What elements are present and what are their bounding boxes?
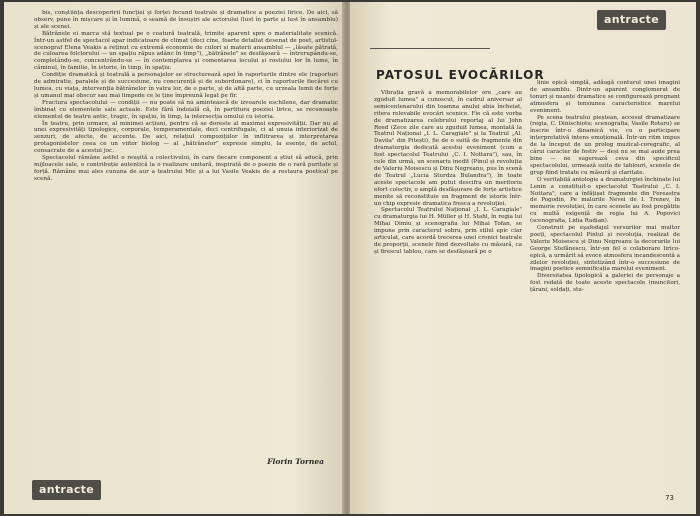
column-paragraph: Pe scena teatrului pieștean, accesul dramatizare (regia, C. Dinischiotu; scenografia, Vasile Rotaru) se înscrie într-o dinamică vie, cu o participare interpretativă intens emoțională. Într-un ritm impus de la început de un prolog muzical-coregrafic, al cărui caracter de festiv — deși nu se mai aude prea bine — ne sugerează ceva din specificul spectacolului, urmează suita de tablouri, scenele de grup fiind tratate cu măsură și claritate. — [530, 114, 680, 176]
left-paragraph: În teatru, prin urmare, al minimei acțiuni, pentru că se doreste al maximei expresivității. Dar nu al unei expresivități tipologice, corporale, temperamentale, deci centrifugale, ci al unuia interiorizat de senzuri, de afecte, de accente. De aici, relațiul compozițiilor în inflitrarea și interpretarea protagonistelor ceea ce un viitor biolog — al „bătrânelor" expresie simplu, la esențe, de actul, consacrate de a acestui joc. — [34, 120, 338, 155]
article-column-1 — [374, 90, 522, 256]
left-paragraph: Condiție dramatică și teatrală a personajelor se structurează apoi în raporturile dintre ele (raporturi de admiratie, paralele și de succesiune, nu concurență și de subordonare), ci în raporturile fiecărei cu lumea, cu viața, intervenția bătrânelor în vatra lor, de o parte, și de altă parte, cu urzeala lumii de forțe și umanul mai obscur sau mai limpede ce le ține împreună legat pe fir. — [34, 72, 338, 99]
left-paragraph: bis, conștiința descoperirii funcției și forței fecund teatrale și dramatice a poeziei lirice. De aici, să observ, pune în mișcare și în lumină, o seamă de însușiri ale actorului (lust în parte și lust în ansamblu) și ale scenei. — [34, 10, 338, 30]
article-column-2 — [530, 80, 680, 294]
author-signature: Florin Tornea — [267, 457, 324, 466]
left-paragraph: Bătrânele ei marca stă textual pe o coatură teatrală, trimite aparent spre o materialitate scenică. Într-un astfel de spectacol apar indicatoare de climat (deci cine, foarte detaliat desenat de poet, artistul-scenograf Elena Veakis a reținut cu extremă economie de culori și materii ansamblul — „lăsate pătrată, de culoarea folclorului — un spațiu răpus adânc în timp"), „bătrânele" se desfășoară — întrerupându-se, completându-se, concentrându-se — în contemplarea și comentarea locului și rostului lor în lume, în căminul, în familie, în istorie, în timp, în spațiu. — [34, 30, 338, 72]
page-number: 73 — [665, 494, 674, 502]
left-page — [4, 2, 344, 514]
left-paragraph: Fractura spectacolului — condiții — nu poate să nu amintească de izvoarele eschilene, dar dramatic îmbinat cu elementele sale actuale. Este fără îndoială că, în partitura poeziei lirice, se recunoaște elementul de teatru antic, tragic, în spațiu, în timp, la intersecția omului cu istoria. — [34, 99, 338, 120]
magazine-spread — [4, 2, 696, 514]
column-paragraph: Spectacolul Teatrului Național „I. L. Caragiale" cu dramaturgia lui H. Müller și H. Stahl, în regia lui Mihai Dimiu și scenografia lui Mihai Tofan, se impune prin caracterul sobru, prin stilul epic clar articulat, care acordă trecerea unei cronici teatrale de proporții, scenele fiind dezvoltate cu măsură, ca și firescul tablou, care se desfășoară pe o — [374, 207, 522, 255]
section-tab-left: antracte — [32, 480, 101, 500]
left-paragraph: Spectacolul rămâne astfel o reușită a colectivului, în care fiecare component a știut să aducă, prin mijloacele sale, o contribuție autentică la o realizare unitară, inspirată de o poezie de o rară puritate și forță. Rămâne mai ales cununa de aur a teatrului Mic și a lui Vasile Veakis de a restaura poetical pe scenă. — [34, 155, 338, 182]
article-headline: PATOSUL EVOCĂRILOR — [376, 68, 545, 82]
column-paragraph: Diversitatea tipologică a galeriei de personaje a fost redată de toate aceste spectacole (muncitori, țărani, soldați, stu- — [530, 273, 680, 294]
headline-rule — [370, 48, 490, 49]
column-paragraph: O veritabilă antologie a dramaturgiei închinate lui Lenin a constituit-o spectacolul Teatrului „C. I. Nottara", care a înfățișat fragmente din Fereastra de Pogodin, Pe malurile Nevei de I. Trenev, în memorie revoluției, în care scenele au fost pregătite cu multă exigență de regia lui A. Popovici (scenografia, Lidia Radian). — [530, 176, 680, 225]
column-paragraph: Construit pe eşafodajul versurilor mai multor poeți, spectacolul Pintul și revoluția, realizat de Valeriu Moisescu și Dinu Negreanu la decorurile lui George Stefănescu, într-un fel o colaborare lirico-epică, a urmărit să evoce atmosfera incandescentă a zilelor revoluției, sintetizând într-o succesiune de imagini poetice semnificația marelui eveniment. — [530, 225, 680, 273]
column-paragraph: linie epică simplă, adăugă conturul unei imagini de ansamblu. Dintr-un aparent conglomerat de tonuri și nuanțe dramatice se configurează pregnant atmosfera și tensiunea caracteristice marelui eveniment. — [530, 80, 680, 114]
section-tab-right: antracte — [597, 10, 666, 30]
left-article-body — [34, 10, 338, 183]
column-paragraph: Vibrația gravă a memorabilelor ore „care au zguduit lumea" a cunoscut, în cadrul aniversar al semicentenarului din toamna anului abia încheiat, ritera relevabile evocări scenice. Fie că este vorba de dramatizarea celebrului reportaj al lui John Reed (Zece zile care au zguduit lumea, montată la Teatrul Național „I. L. Caragiale" și la Teatrul „Al. Davila" din Pitești), fie de o suită de fragmente din dramaturgia dedicată acestui eveniment (cum a fost spectacolul Teatrului „C. I. Nottara"), sau, în cele din urmă, un scenariu inedit (Pinul și revoluția de Valeriu Moisescu și Dinu Negreanu, pus în scenă de Teatrul „Lucia Sturdza Bulandra"), în toate aceste spectacole am putut descifra un meritoriu efort colectiv, o amplă desfășurare de forțe artistice menite să reconstituie un fragment de istorie într-un chip expresiv dramatica fresca a revoluției. — [374, 90, 522, 207]
right-page — [350, 2, 696, 514]
